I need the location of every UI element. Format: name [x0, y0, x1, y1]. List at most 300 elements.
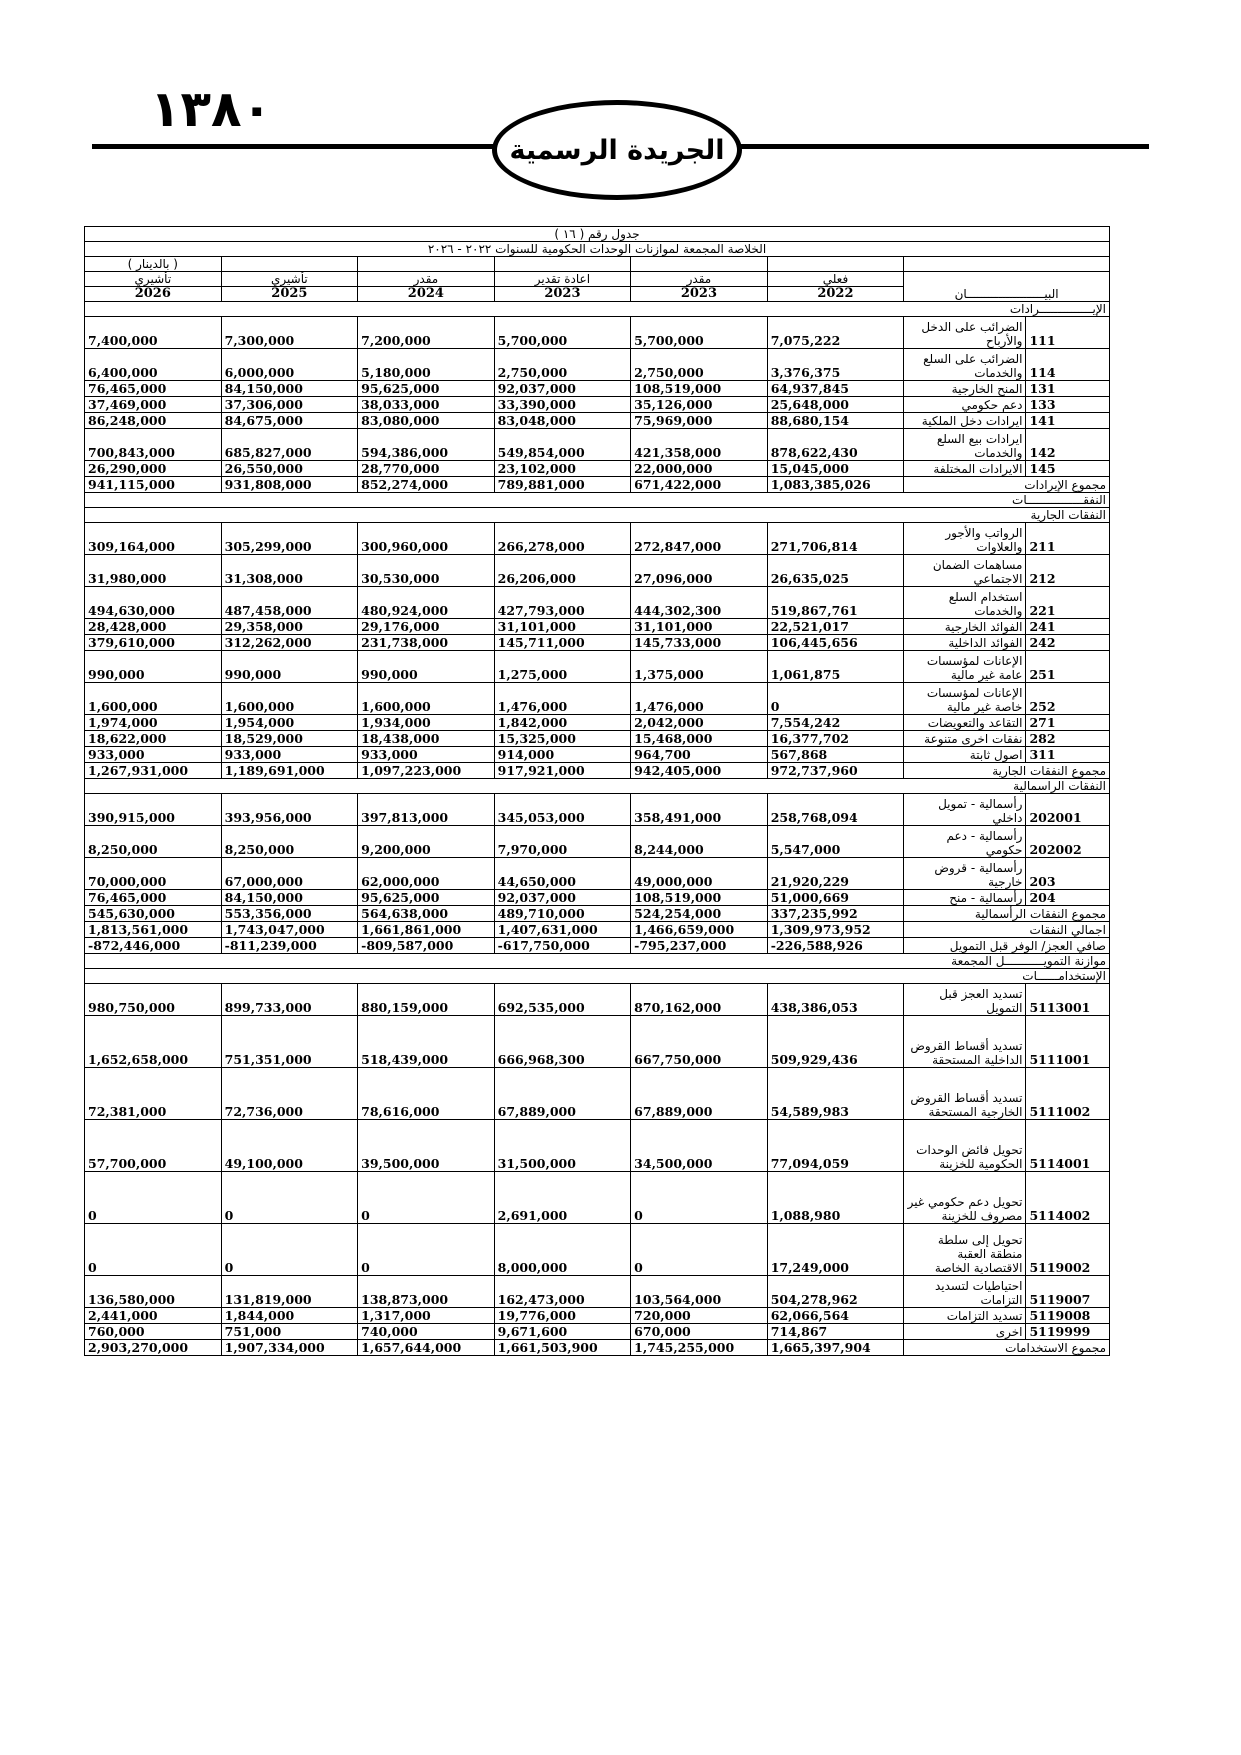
value-cell: 54,589,983: [767, 1068, 904, 1120]
value-cell: 427,793,000: [494, 587, 631, 619]
value-cell: 77,094,059: [767, 1120, 904, 1172]
table-row: [85, 731, 1110, 747]
table-row: [85, 794, 1110, 826]
column-label: مقدر: [358, 272, 495, 287]
value-cell: 964,700: [631, 747, 768, 763]
total-row: [85, 1340, 1110, 1356]
value-cell: 933,000: [358, 747, 495, 763]
value-cell: 545,630,000: [85, 906, 222, 922]
value-cell: 138,873,000: [358, 1276, 495, 1308]
value-cell: 421,358,000: [631, 429, 768, 461]
value-cell: 1,061,875: [767, 651, 904, 683]
value-cell: 108,519,000: [631, 890, 768, 906]
value-cell: 18,438,000: [358, 731, 495, 747]
value-cell: 75,969,000: [631, 413, 768, 429]
value-cell: 16,377,702: [767, 731, 904, 747]
column-label: فعلي: [767, 272, 904, 287]
table-row: [85, 555, 1110, 587]
table-row: [85, 587, 1110, 619]
value-cell: 38,033,000: [358, 397, 495, 413]
item-label: استخدام السلع والخدمات: [904, 587, 1026, 619]
item-label: اخرى: [904, 1324, 1026, 1340]
item-code: 202001: [1026, 794, 1110, 826]
value-cell: 564,638,000: [358, 906, 495, 922]
value-cell: 31,500,000: [494, 1120, 631, 1172]
column-label: اعادة تقدير: [494, 272, 631, 287]
value-cell: -809,587,000: [358, 938, 495, 954]
value-cell: 714,867: [767, 1324, 904, 1340]
table-row: [85, 984, 1110, 1016]
unit-spacer: [904, 257, 1110, 272]
item-code: 211: [1026, 523, 1110, 555]
value-cell: 62,000,000: [358, 858, 495, 890]
item-code: 131: [1026, 381, 1110, 397]
item-code: 221: [1026, 587, 1110, 619]
row-header: البيــــــــــــــــــــــان: [904, 272, 1110, 302]
table-row: [85, 1172, 1110, 1224]
value-cell: 438,386,053: [767, 984, 904, 1016]
value-cell: 8,000,000: [494, 1224, 631, 1276]
item-code: 5119999: [1026, 1324, 1110, 1340]
section-row: [85, 493, 1110, 508]
column-year: 2023: [494, 287, 631, 302]
value-cell: 37,306,000: [221, 397, 358, 413]
value-cell: 22,000,000: [631, 461, 768, 477]
table-subtitle-row: [85, 242, 1110, 257]
value-cell: 567,868: [767, 747, 904, 763]
item-label: اصول ثابتة: [904, 747, 1026, 763]
value-cell: 5,700,000: [494, 317, 631, 349]
value-cell: 751,351,000: [221, 1016, 358, 1068]
value-cell: 760,000: [85, 1324, 222, 1340]
table-row: [85, 1068, 1110, 1120]
value-cell: 15,045,000: [767, 461, 904, 477]
value-cell: 2,441,000: [85, 1308, 222, 1324]
table-row: [85, 1016, 1110, 1068]
value-cell: 26,206,000: [494, 555, 631, 587]
value-cell: 35,126,000: [631, 397, 768, 413]
value-cell: 1,934,000: [358, 715, 495, 731]
value-cell: 266,278,000: [494, 523, 631, 555]
value-cell: 1,275,000: [494, 651, 631, 683]
value-cell: 67,000,000: [221, 858, 358, 890]
value-cell: 103,564,000: [631, 1276, 768, 1308]
value-cell: 1,661,861,000: [358, 922, 495, 938]
value-cell: 480,924,000: [358, 587, 495, 619]
value-cell: 19,776,000: [494, 1308, 631, 1324]
item-label: تحويل إلى سلطة منطقة العقبة الاقتصادية الخاصة: [904, 1224, 1026, 1276]
item-label: الإعانات لمؤسسات عامة غير مالية: [904, 651, 1026, 683]
value-cell: 972,737,960: [767, 763, 904, 779]
section-row: [85, 302, 1110, 317]
item-label: ايرادات بيع السلع والخدمات: [904, 429, 1026, 461]
value-cell: -811,239,000: [221, 938, 358, 954]
value-cell: 509,929,436: [767, 1016, 904, 1068]
value-cell: 95,625,000: [358, 890, 495, 906]
value-cell: 518,439,000: [358, 1016, 495, 1068]
item-label: تحويل دعم حكومي غير مصروف للخزينة: [904, 1172, 1026, 1224]
value-cell: 931,808,000: [221, 477, 358, 493]
item-label: رأسمالية - قروض خارجية: [904, 858, 1026, 890]
value-cell: 95,625,000: [358, 381, 495, 397]
value-cell: 8,250,000: [221, 826, 358, 858]
value-cell: 0: [85, 1172, 222, 1224]
value-cell: 1,661,503,900: [494, 1340, 631, 1356]
value-cell: 1,844,000: [221, 1308, 358, 1324]
value-cell: 489,710,000: [494, 906, 631, 922]
total-row: [85, 906, 1110, 922]
value-cell: 667,750,000: [631, 1016, 768, 1068]
value-cell: 0: [221, 1224, 358, 1276]
value-cell: 305,299,000: [221, 523, 358, 555]
table-row: [85, 635, 1110, 651]
value-cell: 8,244,000: [631, 826, 768, 858]
value-cell: 393,956,000: [221, 794, 358, 826]
gazette-title: الجريدة الرسمية: [509, 134, 725, 166]
section-label: النفقات الراسمالية: [85, 779, 1110, 794]
value-cell: 17,249,000: [767, 1224, 904, 1276]
table-row: [85, 461, 1110, 477]
value-cell: 1,743,047,000: [221, 922, 358, 938]
gazette-title-oval: [492, 100, 742, 200]
section-row: [85, 969, 1110, 984]
item-code: 5111002: [1026, 1068, 1110, 1120]
column-year: 2023: [631, 287, 768, 302]
value-cell: 7,200,000: [358, 317, 495, 349]
value-cell: 15,468,000: [631, 731, 768, 747]
value-cell: -226,588,926: [767, 938, 904, 954]
value-cell: 76,465,000: [85, 381, 222, 397]
value-cell: 671,422,000: [631, 477, 768, 493]
value-cell: 300,960,000: [358, 523, 495, 555]
value-cell: 29,176,000: [358, 619, 495, 635]
value-cell: 231,738,000: [358, 635, 495, 651]
page-number: ١٣٨٠: [150, 80, 273, 138]
value-cell: 942,405,000: [631, 763, 768, 779]
value-cell: 258,768,094: [767, 794, 904, 826]
value-cell: 789,881,000: [494, 477, 631, 493]
total-label: اجمالي النفقات: [904, 922, 1110, 938]
item-label: رأسمالية - دعم حكومي: [904, 826, 1026, 858]
total-row: [85, 922, 1110, 938]
value-cell: 941,115,000: [85, 477, 222, 493]
value-cell: 57,700,000: [85, 1120, 222, 1172]
value-cell: 271,706,814: [767, 523, 904, 555]
value-cell: 524,254,000: [631, 906, 768, 922]
value-cell: 549,854,000: [494, 429, 631, 461]
value-cell: 0: [221, 1172, 358, 1224]
value-cell: 25,648,000: [767, 397, 904, 413]
value-cell: 72,736,000: [221, 1068, 358, 1120]
unit-row: [85, 257, 1110, 272]
item-code: 251: [1026, 651, 1110, 683]
section-row: [85, 779, 1110, 794]
value-cell: 83,080,000: [358, 413, 495, 429]
table-number-row: [85, 227, 1110, 242]
value-cell: 18,529,000: [221, 731, 358, 747]
value-cell: 487,458,000: [221, 587, 358, 619]
value-cell: 37,469,000: [85, 397, 222, 413]
section-row: [85, 954, 1110, 969]
value-cell: 917,921,000: [494, 763, 631, 779]
table-subtitle: الخلاصة المجمعة لموازنات الوحدات الحكومية للسنوات ٢٠٢٢ - ٢٠٢٦: [85, 242, 1110, 257]
value-cell: 84,150,000: [221, 890, 358, 906]
total-label: مجموع الإيرادات: [904, 477, 1110, 493]
item-code: 241: [1026, 619, 1110, 635]
value-cell: 337,235,992: [767, 906, 904, 922]
value-cell: -617,750,000: [494, 938, 631, 954]
table-row: [85, 381, 1110, 397]
value-cell: 78,616,000: [358, 1068, 495, 1120]
item-label: تسديد العجز قبل التمويل: [904, 984, 1026, 1016]
value-cell: 84,150,000: [221, 381, 358, 397]
total-row: [85, 763, 1110, 779]
item-label: تسديد التزامات: [904, 1308, 1026, 1324]
unit-label: ( بالدينار ): [85, 257, 222, 272]
value-cell: 1,466,659,000: [631, 922, 768, 938]
value-cell: 1,907,334,000: [221, 1340, 358, 1356]
value-cell: -872,446,000: [85, 938, 222, 954]
section-label: النفقــــــــــــــــات: [85, 493, 1110, 508]
value-cell: 28,428,000: [85, 619, 222, 635]
value-cell: 1,097,223,000: [358, 763, 495, 779]
item-code: 5111001: [1026, 1016, 1110, 1068]
value-cell: 2,691,000: [494, 1172, 631, 1224]
value-cell: 700,843,000: [85, 429, 222, 461]
item-code: 142: [1026, 429, 1110, 461]
value-cell: 0: [85, 1224, 222, 1276]
value-cell: 504,278,962: [767, 1276, 904, 1308]
value-cell: -795,237,000: [631, 938, 768, 954]
value-cell: 1,954,000: [221, 715, 358, 731]
item-code: 5119008: [1026, 1308, 1110, 1324]
value-cell: 0: [358, 1172, 495, 1224]
item-label: الفوائد الداخلية: [904, 635, 1026, 651]
item-code: 5114001: [1026, 1120, 1110, 1172]
value-cell: 33,390,000: [494, 397, 631, 413]
value-cell: 108,519,000: [631, 381, 768, 397]
item-code: 311: [1026, 747, 1110, 763]
item-label: الايرادات المختلفة: [904, 461, 1026, 477]
value-cell: 6,000,000: [221, 349, 358, 381]
value-cell: 26,290,000: [85, 461, 222, 477]
value-cell: 899,733,000: [221, 984, 358, 1016]
value-cell: 86,248,000: [85, 413, 222, 429]
item-label: التقاعد والتعويضات: [904, 715, 1026, 731]
unit-spacer: [221, 257, 358, 272]
value-cell: 7,554,242: [767, 715, 904, 731]
value-cell: 1,657,644,000: [358, 1340, 495, 1356]
value-cell: 44,650,000: [494, 858, 631, 890]
item-label: الفوائد الخارجية: [904, 619, 1026, 635]
value-cell: 51,000,669: [767, 890, 904, 906]
item-label: احتياطيات لتسديد التزامات: [904, 1276, 1026, 1308]
value-cell: 358,491,000: [631, 794, 768, 826]
unit-spacer: [494, 257, 631, 272]
column-year: 2026: [85, 287, 222, 302]
value-cell: 345,053,000: [494, 794, 631, 826]
value-cell: 980,750,000: [85, 984, 222, 1016]
value-cell: 92,037,000: [494, 890, 631, 906]
value-cell: 136,580,000: [85, 1276, 222, 1308]
value-cell: 379,610,000: [85, 635, 222, 651]
table-row: [85, 747, 1110, 763]
value-cell: 272,847,000: [631, 523, 768, 555]
value-cell: 1,652,658,000: [85, 1016, 222, 1068]
section-label: الإستخدامــــــات: [85, 969, 1110, 984]
budget-summary-table: [84, 226, 1110, 1356]
section-label: النفقات الجارية: [85, 508, 1110, 523]
item-label: الضرائب على السلع والخدمات: [904, 349, 1026, 381]
value-cell: 553,356,000: [221, 906, 358, 922]
item-code: 282: [1026, 731, 1110, 747]
value-cell: 31,101,000: [631, 619, 768, 635]
value-cell: 88,680,154: [767, 413, 904, 429]
column-label: تأشيري: [221, 272, 358, 287]
value-cell: 2,903,270,000: [85, 1340, 222, 1356]
value-cell: 30,530,000: [358, 555, 495, 587]
value-cell: 1,600,000: [358, 683, 495, 715]
value-cell: 70,000,000: [85, 858, 222, 890]
table-row: [85, 1308, 1110, 1324]
value-cell: 29,358,000: [221, 619, 358, 635]
item-label: المنح الخارجية: [904, 381, 1026, 397]
value-cell: 312,262,000: [221, 635, 358, 651]
value-cell: 7,300,000: [221, 317, 358, 349]
section-label: موازنة التمويـــــــــــل المجمعة: [85, 954, 1110, 969]
value-cell: 1,745,255,000: [631, 1340, 768, 1356]
item-code: 202002: [1026, 826, 1110, 858]
value-cell: 1,088,980: [767, 1172, 904, 1224]
value-cell: 1,189,691,000: [221, 763, 358, 779]
value-cell: 670,000: [631, 1324, 768, 1340]
value-cell: 933,000: [85, 747, 222, 763]
value-cell: 92,037,000: [494, 381, 631, 397]
table-number: جدول رقم ( ١٦ ): [85, 227, 1110, 242]
table-row: [85, 429, 1110, 461]
value-cell: 39,500,000: [358, 1120, 495, 1172]
value-cell: 62,066,564: [767, 1308, 904, 1324]
item-code: 5114002: [1026, 1172, 1110, 1224]
unit-spacer: [631, 257, 768, 272]
value-cell: 5,547,000: [767, 826, 904, 858]
value-cell: 1,974,000: [85, 715, 222, 731]
value-cell: 494,630,000: [85, 587, 222, 619]
item-code: 271: [1026, 715, 1110, 731]
value-cell: 1,842,000: [494, 715, 631, 731]
value-cell: 76,465,000: [85, 890, 222, 906]
item-label: رأسمالية - تمويل داخلي: [904, 794, 1026, 826]
table-row: [85, 1224, 1110, 1276]
value-cell: 2,042,000: [631, 715, 768, 731]
value-cell: 309,164,000: [85, 523, 222, 555]
value-cell: 106,445,656: [767, 635, 904, 651]
table-row: [85, 413, 1110, 429]
item-code: 5119002: [1026, 1224, 1110, 1276]
value-cell: 519,867,761: [767, 587, 904, 619]
item-code: 114: [1026, 349, 1110, 381]
item-code: 133: [1026, 397, 1110, 413]
value-cell: 7,970,000: [494, 826, 631, 858]
value-cell: 1,476,000: [631, 683, 768, 715]
value-cell: 9,200,000: [358, 826, 495, 858]
value-cell: 18,622,000: [85, 731, 222, 747]
value-cell: 145,711,000: [494, 635, 631, 651]
value-cell: 1,476,000: [494, 683, 631, 715]
item-code: 204: [1026, 890, 1110, 906]
item-code: 5113001: [1026, 984, 1110, 1016]
value-cell: 34,500,000: [631, 1120, 768, 1172]
table-row: [85, 1324, 1110, 1340]
value-cell: 878,622,430: [767, 429, 904, 461]
value-cell: 49,000,000: [631, 858, 768, 890]
table-row: [85, 317, 1110, 349]
value-cell: 64,937,845: [767, 381, 904, 397]
value-cell: 22,521,017: [767, 619, 904, 635]
total-row: [85, 477, 1110, 493]
value-cell: 23,102,000: [494, 461, 631, 477]
item-code: 242: [1026, 635, 1110, 651]
item-label: مساهمات الضمان الاجتماعي: [904, 555, 1026, 587]
item-code: 203: [1026, 858, 1110, 890]
value-cell: 444,302,300: [631, 587, 768, 619]
value-cell: 685,827,000: [221, 429, 358, 461]
value-cell: 1,375,000: [631, 651, 768, 683]
value-cell: 1,083,385,026: [767, 477, 904, 493]
table-row: [85, 349, 1110, 381]
value-cell: 933,000: [221, 747, 358, 763]
value-cell: 0: [358, 1224, 495, 1276]
value-cell: 1,600,000: [221, 683, 358, 715]
value-cell: 0: [767, 683, 904, 715]
unit-spacer: [358, 257, 495, 272]
value-cell: 751,000: [221, 1324, 358, 1340]
item-code: 111: [1026, 317, 1110, 349]
value-cell: 990,000: [221, 651, 358, 683]
column-year: 2022: [767, 287, 904, 302]
value-cell: 720,000: [631, 1308, 768, 1324]
total-label: صافي العجز/ الوفر قبل التمويل: [904, 938, 1110, 954]
value-cell: 666,968,300: [494, 1016, 631, 1068]
value-cell: 21,920,229: [767, 858, 904, 890]
unit-spacer: [767, 257, 904, 272]
item-label: تسديد أقساط القروض الخارجية المستحقة: [904, 1068, 1026, 1120]
value-cell: 1,665,397,904: [767, 1340, 904, 1356]
table-row: [85, 523, 1110, 555]
value-cell: 1,267,931,000: [85, 763, 222, 779]
value-cell: 397,813,000: [358, 794, 495, 826]
value-cell: 26,635,025: [767, 555, 904, 587]
item-code: 5119007: [1026, 1276, 1110, 1308]
total-label: مجموع النفقات الجارية: [904, 763, 1110, 779]
value-cell: 692,535,000: [494, 984, 631, 1016]
value-cell: 131,819,000: [221, 1276, 358, 1308]
value-cell: 49,100,000: [221, 1120, 358, 1172]
table-row: [85, 397, 1110, 413]
value-cell: 83,048,000: [494, 413, 631, 429]
value-cell: 31,308,000: [221, 555, 358, 587]
column-year: 2024: [358, 287, 495, 302]
table-row: [85, 651, 1110, 683]
value-cell: 852,274,000: [358, 477, 495, 493]
item-label: تحويل فائض الوحدات الحكومية للخزينة: [904, 1120, 1026, 1172]
value-cell: 594,386,000: [358, 429, 495, 461]
table-body: [85, 227, 1110, 1356]
value-cell: 7,400,000: [85, 317, 222, 349]
value-cell: 0: [631, 1172, 768, 1224]
total-label: مجموع النفقات الرأسمالية: [904, 906, 1110, 922]
value-cell: 15,325,000: [494, 731, 631, 747]
